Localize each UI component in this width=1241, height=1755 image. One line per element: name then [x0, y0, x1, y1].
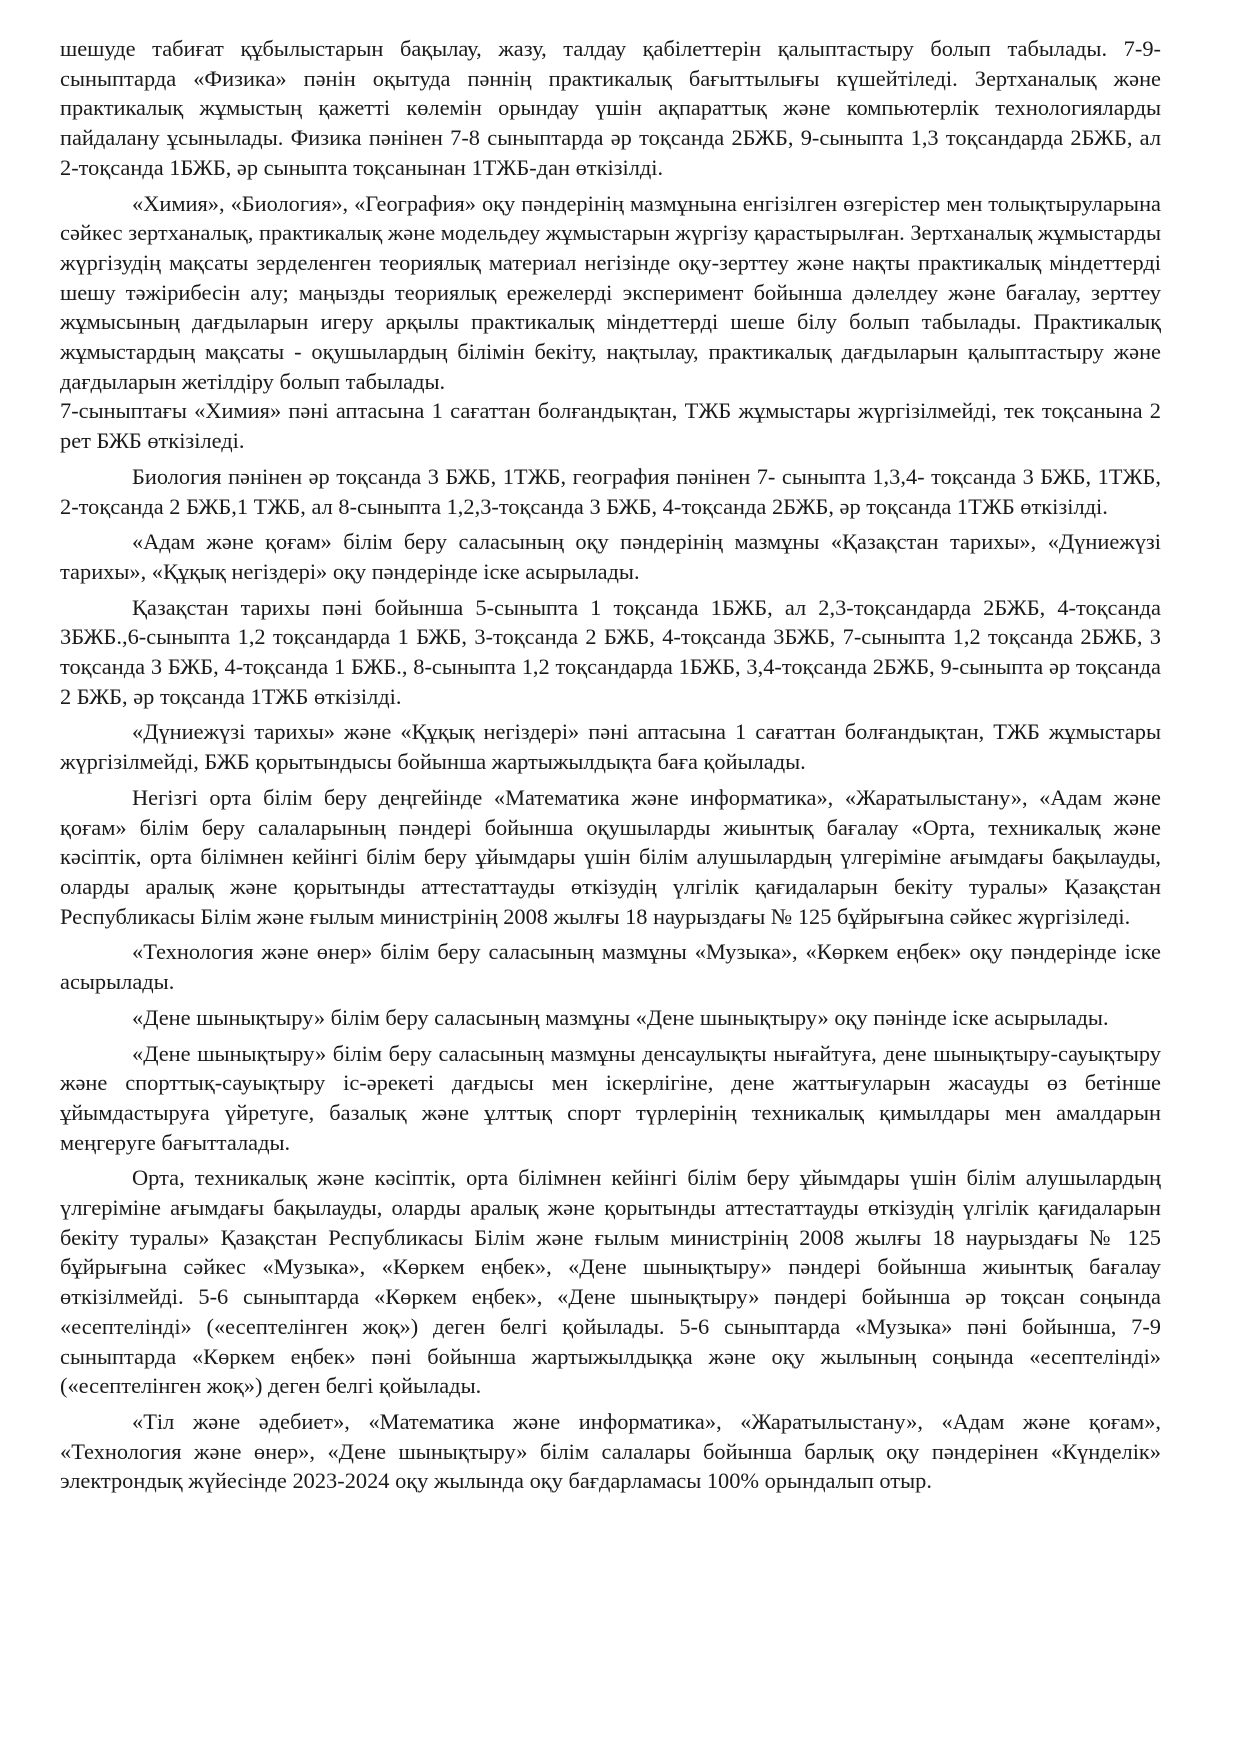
- paragraph-biology-geography-assessment: Биология пәнінен әр тоқсанда 3 БЖБ, 1ТЖБ, география пәнінен 7- сыныпта 1,3,4- тоқсанда 3 БЖБ, 1ТЖБ, 2-тоқсанда 2 БЖБ,1 ТЖБ, ал 8-сыныпта 1,2,3-тоқсанда 3 БЖБ, 4-тоқсанда 2БЖБ, әр тоқсанда 1ТЖБ өткізілді.: [60, 463, 1161, 519]
- paragraph-summative-assessment: Негізгі орта білім беру деңгейінде «Математика және информатика», «Жаратылыстану», «Адам және қоғам» білім беру салаларының пәндері бойынша оқушыларды жиынтық бағалау «Орта, техникалық және кәсіптік, орта білімнен кейінгі білім беру ұйымдары үшін білім алушылардың үлгеріміне ағымдағы бақылауды, оларды аралық және қорытынды аттестаттауды өткізудің үлгілік қағидаларын бекіту туралы» Қазақстан Республикасы Білім және ғылым министрінің 2008 жылғы 18 наурыздағы № 125 бұйрығына сәйкес жүргізіледі.: [60, 784, 1161, 929]
- paragraph-chemistry-grade7: 7-сыныптағы «Химия» пәні аптасына 1 сағаттан болғандықтан, ТЖБ жұмыстары жүргізілмейді, тек тоқсанына 2 рет БЖБ өткізіледі.: [60, 398, 1161, 454]
- paragraph-physical-education: «Дене шынықтыру» білім беру саласының мазмұны «Дене шынықтыру» оқу пәнінде іске асырылады.: [132, 1004, 1109, 1030]
- paragraph-human-society: «Адам және қоғам» білім беру саласының оқу пәндерінің мазмұны «Қазақстан тарихы», «Дүниежүзі тарихы», «Құқық негіздері» оқу пәндерінде іске асырылады.: [60, 529, 1161, 584]
- paragraph-physical-education-content: «Дене шынықтыру» білім беру саласының мазмұны денсаулықты нығайтуға, дене шынықтыру-сауықтыру және спорттық-сауықтыру іс-әрекеті дағдысы мен іскерлігіне, дене жаттығуларын жасауды өз бетінше ұйымдастыруға үйретуге, базалық және ұлттық спорт түрлерінің техникалық қимылдары мен амалдарын меңгеруге бағытталады.: [60, 1040, 1161, 1155]
- paragraph-technology-art: «Технология және өнер» білім беру саласының мазмұны «Музыка», «Көркем еңбек» оқу пәндерінде іске асырылады.: [60, 939, 1161, 995]
- paragraph-no-summative-assessment: Орта, техникалық және кәсіптік, орта білімнен кейінгі білім беру ұйымдары үшін білім алушылардың үлгеріміне ағымдағы бақылауды, оларды аралық және қорытынды аттестаттауды өткізудің үлгілік қағидаларын бекіту туралы» Қазақстан Республикасы Білім және ғылым министрінің 2008 жылғы 18 наурыздағы № 125 бұйрығына сәйкес «Музыка», «Көркем еңбек», «Дене шынықтыру» пәндері бойынша жиынтық бағалау өткізілмейді. 5-6 сыныптарда «Көркем еңбек», «Дене шынықтыру» пәндері бойынша әр тоқсан соңында «есептелінді» («есептелінген жоқ») деген белгі қойылады. 5-6 сыныптарда «Музыка» пәні бойынша, 7-9 сыныптарда «Көркем еңбек» пәні бойынша жартыжылдыққа және оқу жылының соңында «есептелінді» («есептелінген жоқ») деген белгі қойылады.: [60, 1165, 1161, 1399]
- paragraph-kundelik-completion: «Тіл және әдебиет», «Математика және информатика», «Жаратылыстану», «Адам және қоғам», «Технология және өнер», «Дене шынықтыру» білім салалары бойынша барлық оқу пәндерінен «Күнделік» электрондық жүйесінде 2023-2024 оқу жылында оқу бағдарламасы 100% орындалып отыр.: [60, 1408, 1161, 1494]
- paragraph-world-history-law: «Дүниежүзі тарихы» және «Құқық негіздері» пәні аптасына 1 сағаттан болғандықтан, ТЖБ жұмыстары жүргізілмейді, БЖБ қорытындысы бойынша жартыжылдықта баға қойылады.: [60, 719, 1161, 775]
- paragraph-physics: шешуде табиғат құбылыстарын бақылау, жазу, талдау қабілеттерін қалыптастыру болып табылады. 7-9-сыныптарда «Физика» пәнін оқытуда пәннің практикалық бағыттылығы күшейтіледі. Зертханалық және практикалық жұмыстың қажетті көлемін орындау үшін ақпараттық және компьютерлік технологияларды пайдалану ұсынылады. Физика пәнінен 7-8 сыныптарда әр тоқсанда 2БЖБ, 9-сыныпта 1,3 тоқсандарда 2БЖБ, ал 2-тоқсанда 1БЖБ, әр сыныпта тоқсанынан 1ТЖБ-дан өткізілді.: [60, 36, 1161, 180]
- document-body: [60, 34, 1161, 1496]
- paragraph-kazakhstan-history: Қазақстан тарихы пәні бойынша 5-сыныпта 1 тоқсанда 1БЖБ, ал 2,3-тоқсандарда 2БЖБ, 4-тоқсанда 3БЖБ.,6-сыныпта 1,2 тоқсандарда 1 БЖБ, 3-тоқсанда 2 БЖБ, 4-тоқсанда 3БЖБ, 7-сыныпта 1,2 тоқсанда 2БЖБ, 3 тоқсанда 3 БЖБ, 4-тоқсанда 1 БЖБ., 8-сыныпта 1,2 тоқсандарда 1БЖБ, 3,4-тоқсанда 2БЖБ, 9-сыныпта әр тоқсанда 2 БЖБ, әр тоқсанда 1ТЖБ өткізілді.: [60, 594, 1161, 709]
- paragraph-chemistry-biology-geography: «Химия», «Биология», «География» оқу пәндерінің мазмұнына енгізілген өзгерістер мен толықтыруларына сәйкес зертханалық, практикалық және модельдеу жұмыстарын жүргізу қарастырылған. Зертханалық жұмыстарды жүргізудің мақсаты зерделенген теориялық материал негізінде оқу-зерттеу және нақты практикалық міндеттерді шешу тәжірибесін алу; маңызды теориялық ережелерді эксперимент бойынша дәлелдеу және бағалау, зерттеу жұмысының дағдыларын игеру арқылы практикалық міндеттерді шеше білу болып табылады. Практикалық жұмыстардың мақсаты - оқушылардың білімін бекіту, нақтылау, практикалық дағдыларын қалыптастыру және дағдыларын жетілдіру болып табылады.: [60, 190, 1161, 394]
